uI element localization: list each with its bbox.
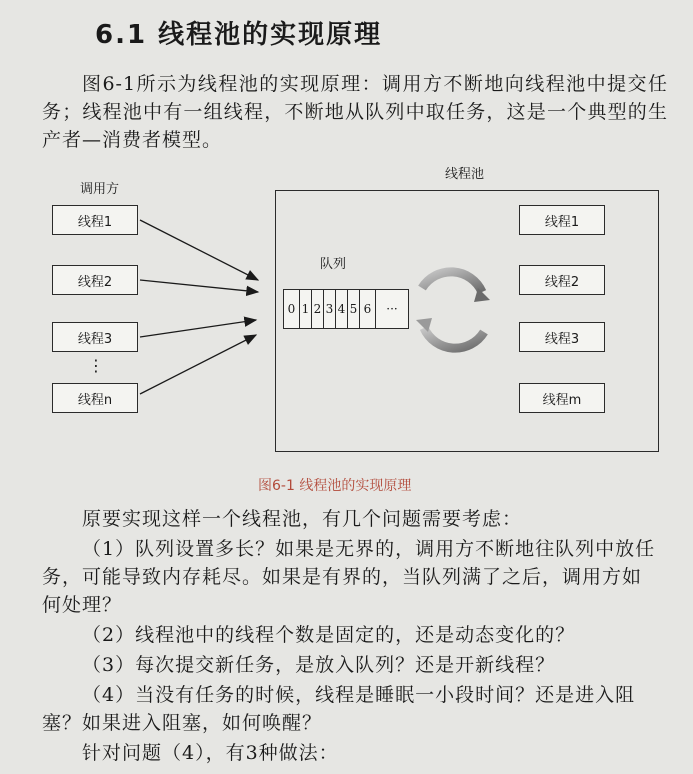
caller-thread-1: 线程1 (52, 205, 138, 235)
diagram-arrows (0, 160, 693, 460)
body-line: （4）当没有任务的时候，线程是睡眠一小段时间？还是进入阻 (82, 684, 636, 706)
queue-cell: 5 (348, 290, 360, 328)
body-line: 何处理？ (42, 594, 123, 616)
figure-caption: 图6-1 线程池的实现原理 (258, 478, 412, 494)
queue-cell: 6 (360, 290, 376, 328)
intro-paragraph: 图6-1所示为线程池的实现原理：调用方不断地向线程池中提交任务；线程池中有一组线程，不断地从队列中取任务，这是一个典型的生产者—消费者模型。 (42, 73, 668, 151)
submit-arrow-2 (140, 280, 258, 292)
caller-thread-n: 线程n (52, 383, 138, 413)
queue-cell: 4 (336, 290, 348, 328)
queue-cell: 3 (324, 290, 336, 328)
caller-thread-3: 线程3 (52, 322, 138, 352)
pool-thread-3: 线程3 (519, 322, 605, 352)
body-line: 塞？如果进入阻塞，如何唤醒？ (42, 712, 323, 734)
submit-arrow-3 (140, 320, 256, 337)
body-line: （3）每次提交新任务，是放入队列？还是开新线程？ (82, 654, 556, 676)
queue-cell: 1 (300, 290, 312, 328)
cycle-arrow-top (422, 272, 482, 292)
body-line: 务，可能导致内存耗尽。如果是有界的，当队列满了之后，调用方如 (42, 566, 643, 588)
caller-thread-2: 线程2 (52, 265, 138, 295)
caller-ellipsis: ⋮ (88, 356, 104, 375)
queue-label: 队列 (320, 257, 347, 272)
queue-cell: 0 (284, 290, 300, 328)
submit-arrow-n (140, 335, 256, 394)
queue-cell: 2 (312, 290, 324, 328)
cycle-arrow-bottom (424, 328, 484, 348)
body-line: （1）队列设置多长？如果是无界的，调用方不断地往队列中放任 (82, 538, 656, 560)
section-title: 6.1 线程池的实现原理 (95, 20, 383, 50)
caller-label: 调用方 (80, 182, 120, 197)
pool-thread-2: 线程2 (519, 265, 605, 295)
queue-cell-ellipsis: ··· (386, 302, 398, 316)
pool-label: 线程池 (445, 167, 485, 182)
pool-thread-m: 线程m (519, 383, 605, 413)
pool-thread-1: 线程1 (519, 205, 605, 235)
body-line: 针对问题（4），有3种做法： (82, 742, 339, 764)
body-line: 原要实现这样一个线程池，有几个问题需要考虑： (82, 508, 523, 530)
body-line: （2）线程池中的线程个数是固定的，还是动态变化的？ (82, 624, 576, 646)
submit-arrow-1 (140, 220, 258, 280)
thread-pool-diagram (0, 160, 693, 460)
